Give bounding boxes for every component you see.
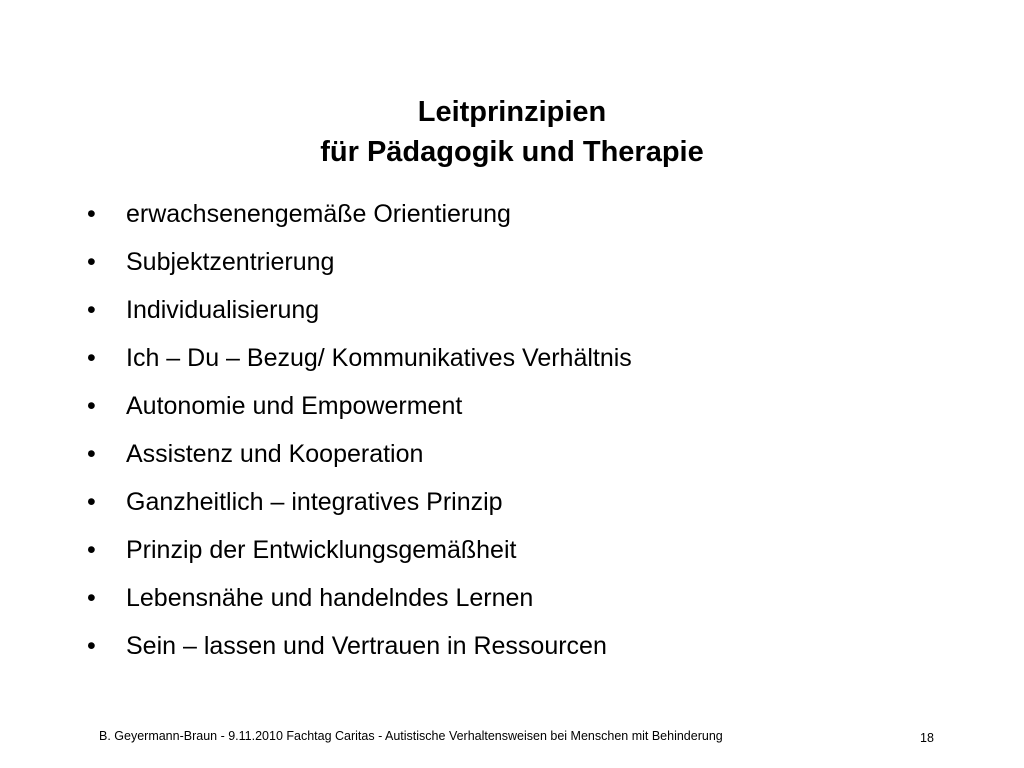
- bullet-item: [0, 528, 1024, 576]
- bullet-item: [0, 336, 1024, 384]
- bullet-text: Sein – lassen und Vertrauen in Ressourcen: [126, 632, 607, 660]
- bullet-dot-icon: •: [87, 296, 96, 324]
- bullet-text: Subjektzentrierung: [126, 248, 335, 276]
- bullet-dot-icon: •: [87, 392, 96, 420]
- bullet-item: [0, 624, 1024, 672]
- slide-title-line-1: Leitprinzipien: [417, 96, 607, 128]
- bullet-item: [0, 480, 1024, 528]
- slide-footer: B. Geyermann-Braun - 9.11.2010 Fachtag Caritas - Autistische Verhaltensweisen bei Menschen mit Behinderung: [99, 729, 723, 743]
- bullet-item: [0, 432, 1024, 480]
- slide-title: [0, 92, 1024, 172]
- bullet-dot-icon: •: [87, 632, 96, 660]
- bullet-dot-icon: •: [87, 248, 96, 276]
- bullet-text: Ich – Du – Bezug/ Kommunikatives Verhältnis: [126, 344, 632, 372]
- bullet-item: [0, 240, 1024, 288]
- bullet-item: [0, 384, 1024, 432]
- bullet-text: erwachsenengemäße Orientierung: [126, 200, 511, 228]
- bullet-text: Prinzip der Entwicklungsgemäßheit: [126, 536, 517, 564]
- slide-number: 18: [920, 731, 934, 745]
- bullet-dot-icon: •: [87, 344, 96, 372]
- bullet-dot-icon: •: [87, 200, 96, 228]
- bullet-text: Assistenz und Kooperation: [126, 440, 424, 468]
- bullet-list: [0, 192, 1024, 672]
- bullet-dot-icon: •: [87, 584, 96, 612]
- bullet-item: [0, 192, 1024, 240]
- slide-title-line-2: für Pädagogik und Therapie: [320, 136, 704, 168]
- bullet-text: Autonomie und Empowerment: [126, 392, 463, 420]
- bullet-dot-icon: •: [87, 440, 96, 468]
- bullet-item: [0, 576, 1024, 624]
- bullet-text: Lebensnähe und handelndes Lernen: [126, 584, 534, 612]
- bullet-dot-icon: •: [87, 536, 96, 564]
- bullet-dot-icon: •: [87, 488, 96, 516]
- bullet-text: Individualisierung: [126, 296, 320, 324]
- bullet-text: Ganzheitlich – integratives Prinzip: [126, 488, 503, 516]
- bullet-item: [0, 288, 1024, 336]
